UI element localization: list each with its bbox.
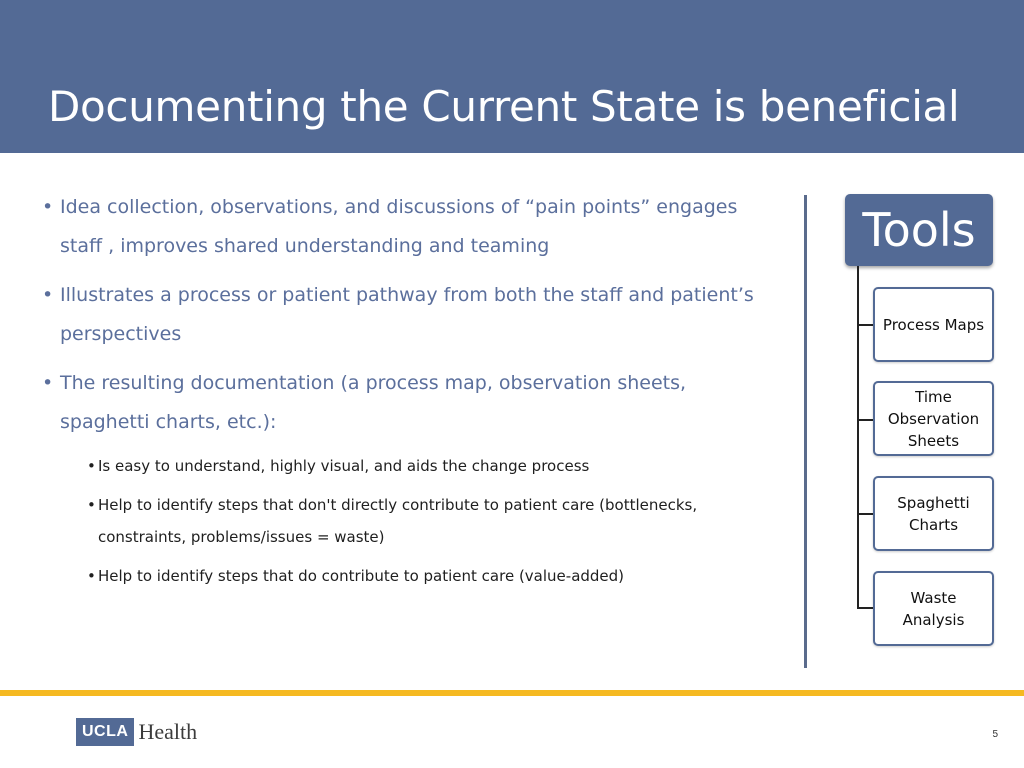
sub-bullet-dot: • — [87, 457, 96, 475]
bullet-text: Idea collection, observations, and discussions of “pain points” engages staff , improves shared understanding and teaming — [60, 196, 738, 257]
logo-health-wordmark: Health — [138, 719, 198, 744]
sub-bullet-text: Help to identify steps that do contribute to patient care (value-added) — [98, 567, 625, 585]
sub-bullet-item — [87, 450, 772, 482]
tool-label: Spaghetti Charts — [897, 493, 970, 534]
sub-bullet-text: Is easy to understand, highly visual, and aids the change process — [98, 457, 590, 475]
bullet-text: The resulting documentation (a process map, observation sheets, spaghetti charts, etc.): — [60, 372, 687, 433]
sub-bullet-dot: • — [87, 567, 96, 585]
page-number: 5 — [992, 729, 998, 740]
bullet-text: Illustrates a process or patient pathway from both the staff and patient’s perspectives — [60, 284, 754, 345]
tools-heading-box — [845, 194, 993, 266]
bullet-item — [42, 188, 772, 266]
tools-heading: Tools — [862, 203, 976, 257]
sub-bullet-text: Help to identify steps that don't directly contribute to patient care (bottlenecks, constraints, problems/issues = waste) — [98, 496, 698, 546]
sub-bullet-item — [87, 560, 772, 592]
bullet-dot: • — [42, 372, 54, 394]
tool-label: Time Observation Sheets — [887, 387, 980, 450]
slide-title: Documenting the Current State is beneficial — [48, 82, 960, 131]
ucla-health-logo — [76, 718, 197, 746]
bullet-dot: • — [42, 196, 54, 218]
vertical-divider — [804, 195, 807, 668]
bullet-item — [42, 276, 772, 354]
tree-connector-line — [857, 266, 859, 608]
bullet-item — [42, 364, 772, 592]
sub-bullet-item — [87, 489, 772, 553]
sub-bullet-dot: • — [87, 496, 96, 514]
footer-accent-line — [0, 690, 1024, 696]
tool-label: Process Maps — [882, 315, 985, 334]
tool-waste-analysis — [873, 571, 994, 646]
tool-label: Waste Analysis — [902, 588, 965, 629]
tool-time-observation-sheets — [873, 381, 994, 456]
logo-ucla-mark: UCLA — [76, 718, 134, 746]
sub-bullet-list — [87, 450, 772, 592]
tool-spaghetti-charts — [873, 476, 994, 551]
tool-process-maps — [873, 287, 994, 362]
bullet-dot: • — [42, 284, 54, 306]
bullet-list — [42, 188, 772, 602]
title-bar — [0, 0, 1024, 153]
